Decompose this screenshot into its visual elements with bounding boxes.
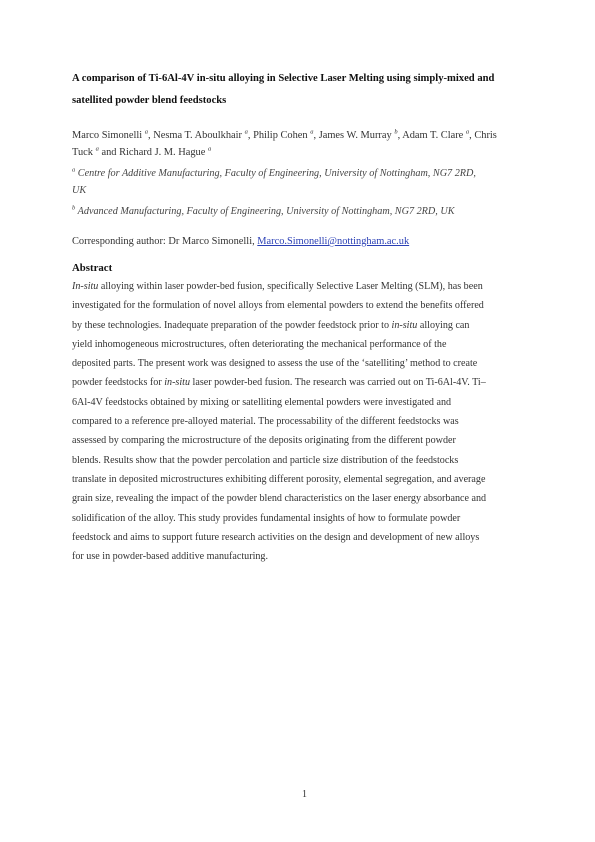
author-name: Marco Simonelli bbox=[72, 130, 143, 141]
author-name: Tuck bbox=[72, 147, 93, 158]
abstract-text: grain size, revealing the impact of the powder blend characteristics on the laser energy absorbance and bbox=[72, 493, 487, 505]
abstract-italic-term: in-situ bbox=[391, 319, 418, 331]
abstract-italic-term: in-situ bbox=[164, 377, 191, 389]
abstract-text: translate in deposited microstructures exhibiting different porosity, elemental segregation, and average bbox=[72, 473, 486, 485]
abstract-text: alloying can bbox=[417, 319, 470, 331]
abstract-text: yield inhomogeneous microstructures, often deteriorating the mechanical performance of the bbox=[72, 338, 447, 350]
affiliation-marker: a bbox=[95, 145, 99, 153]
abstract-line bbox=[72, 431, 524, 450]
author-name: Chris bbox=[474, 130, 497, 141]
corresponding-email-link[interactable]: Marco.Simonelli@nottingham.ac.uk bbox=[257, 236, 410, 247]
affiliation-marker: a bbox=[465, 128, 470, 136]
affiliation-marker: b bbox=[394, 128, 398, 136]
abstract-text: alloying within laser powder-bed fusion, specifically Selective Laser Melting (SLM), has been bbox=[98, 281, 483, 292]
author-conjunction: and bbox=[101, 147, 117, 158]
abstract-line bbox=[72, 547, 524, 566]
abstract-text: blends. Results show that the powder percolation and particle size distribution of the feedstocks bbox=[72, 454, 459, 466]
abstract-text: powder feedstocks for bbox=[72, 377, 165, 389]
author-line-1: Marco Simonelli $^a$, Nesma T. Aboulkhair $^a$, Philip Cohen $^a$, James W. Murray $^b$, Adam T. Clare $^a$, Chris bbox=[72, 128, 497, 141]
corresponding-author bbox=[72, 233, 524, 250]
paper-title bbox=[72, 68, 524, 112]
abstract-line bbox=[72, 451, 524, 470]
affiliation-marker: a bbox=[72, 166, 76, 174]
author-name: Richard J. M. Hague bbox=[119, 147, 206, 158]
author-list bbox=[72, 127, 524, 161]
abstract-text: 6Al-4V feedstocks obtained by mixing or satelliting elemental powders were investigated and bbox=[72, 396, 452, 408]
abstract-body bbox=[72, 277, 524, 566]
affiliation-marker: a bbox=[244, 128, 248, 136]
affiliation-a-line-1 bbox=[72, 165, 524, 182]
affiliation-marker: a bbox=[207, 145, 212, 153]
affiliation-a bbox=[72, 165, 524, 199]
author-name: James W. Murray bbox=[318, 130, 392, 141]
affiliation-marker: a bbox=[144, 128, 148, 136]
author-line-2 bbox=[72, 144, 524, 161]
author-name: Adam T. Clare bbox=[402, 130, 464, 141]
author-name: Philip Cohen bbox=[253, 130, 308, 141]
abstract-text: solidification of the alloy. This study provides fundamental insights of how to formulate powder bbox=[72, 512, 461, 524]
abstract-line bbox=[72, 509, 524, 528]
abstract-line bbox=[72, 470, 524, 489]
abstract-text: assessed by comparing the microstructure of the deposits originating from the different powder bbox=[72, 435, 456, 447]
abstract-line bbox=[72, 296, 524, 315]
abstract-text: feedstock and aims to support future research activities on the design and development of new alloys bbox=[72, 531, 480, 543]
corresponding-author-label: Corresponding author: Dr Marco Simonelli, bbox=[72, 236, 255, 247]
abstract-text: investigated for the formulation of novel alloys from elemental powders to extend the benefits offered bbox=[72, 300, 484, 312]
abstract-text: laser powder-bed fusion. The research was carried out on Ti-6Al-4V. Ti– bbox=[190, 377, 486, 389]
abstract-line bbox=[72, 528, 524, 547]
abstract-line bbox=[72, 316, 524, 335]
abstract-text: for use in powder-based additive manufacturing. bbox=[72, 551, 268, 563]
paper-title-line-1: A comparison of Ti-6Al-4V in-situ alloying in Selective Laser Melting using simply-mixed and bbox=[72, 73, 495, 84]
affiliation-marker: a bbox=[310, 128, 314, 136]
abstract-text: compared to a reference pre-alloyed material. The processability of the different feedstocks was bbox=[72, 416, 459, 428]
abstract-text: deposited parts. The present work was designed to assess the use of the ‘satelliting’ method to create bbox=[72, 358, 478, 370]
abstract-heading: Abstract bbox=[72, 262, 113, 274]
affiliation-a-text: Centre for Additive Manufacturing, Faculty of Engineering, University of Nottingham, NG7 2RD, bbox=[77, 168, 476, 179]
abstract-line bbox=[72, 335, 524, 354]
abstract-line bbox=[72, 393, 524, 412]
abstract-line bbox=[72, 354, 524, 373]
abstract-text: by these technologies. Inadequate preparation of the powder feedstock prior to bbox=[72, 319, 392, 331]
affiliation-b bbox=[72, 203, 524, 220]
abstract-italic-term: In-situ bbox=[72, 281, 99, 292]
abstract-line bbox=[72, 373, 524, 392]
abstract-line bbox=[72, 489, 524, 508]
affiliation-marker: b bbox=[72, 204, 76, 212]
abstract-line bbox=[72, 412, 524, 431]
affiliation-b-text: Advanced Manufacturing, Faculty of Engineering, University of Nottingham, NG7 2RD, UK bbox=[77, 206, 455, 217]
paper-title-line-2: satellited powder blend feedstocks bbox=[72, 95, 227, 106]
page-number: 1 bbox=[302, 789, 307, 800]
abstract-line bbox=[72, 277, 524, 296]
affiliation-a-line-2: UK bbox=[72, 185, 87, 196]
author-name: Nesma T. Aboulkhair bbox=[153, 130, 242, 141]
